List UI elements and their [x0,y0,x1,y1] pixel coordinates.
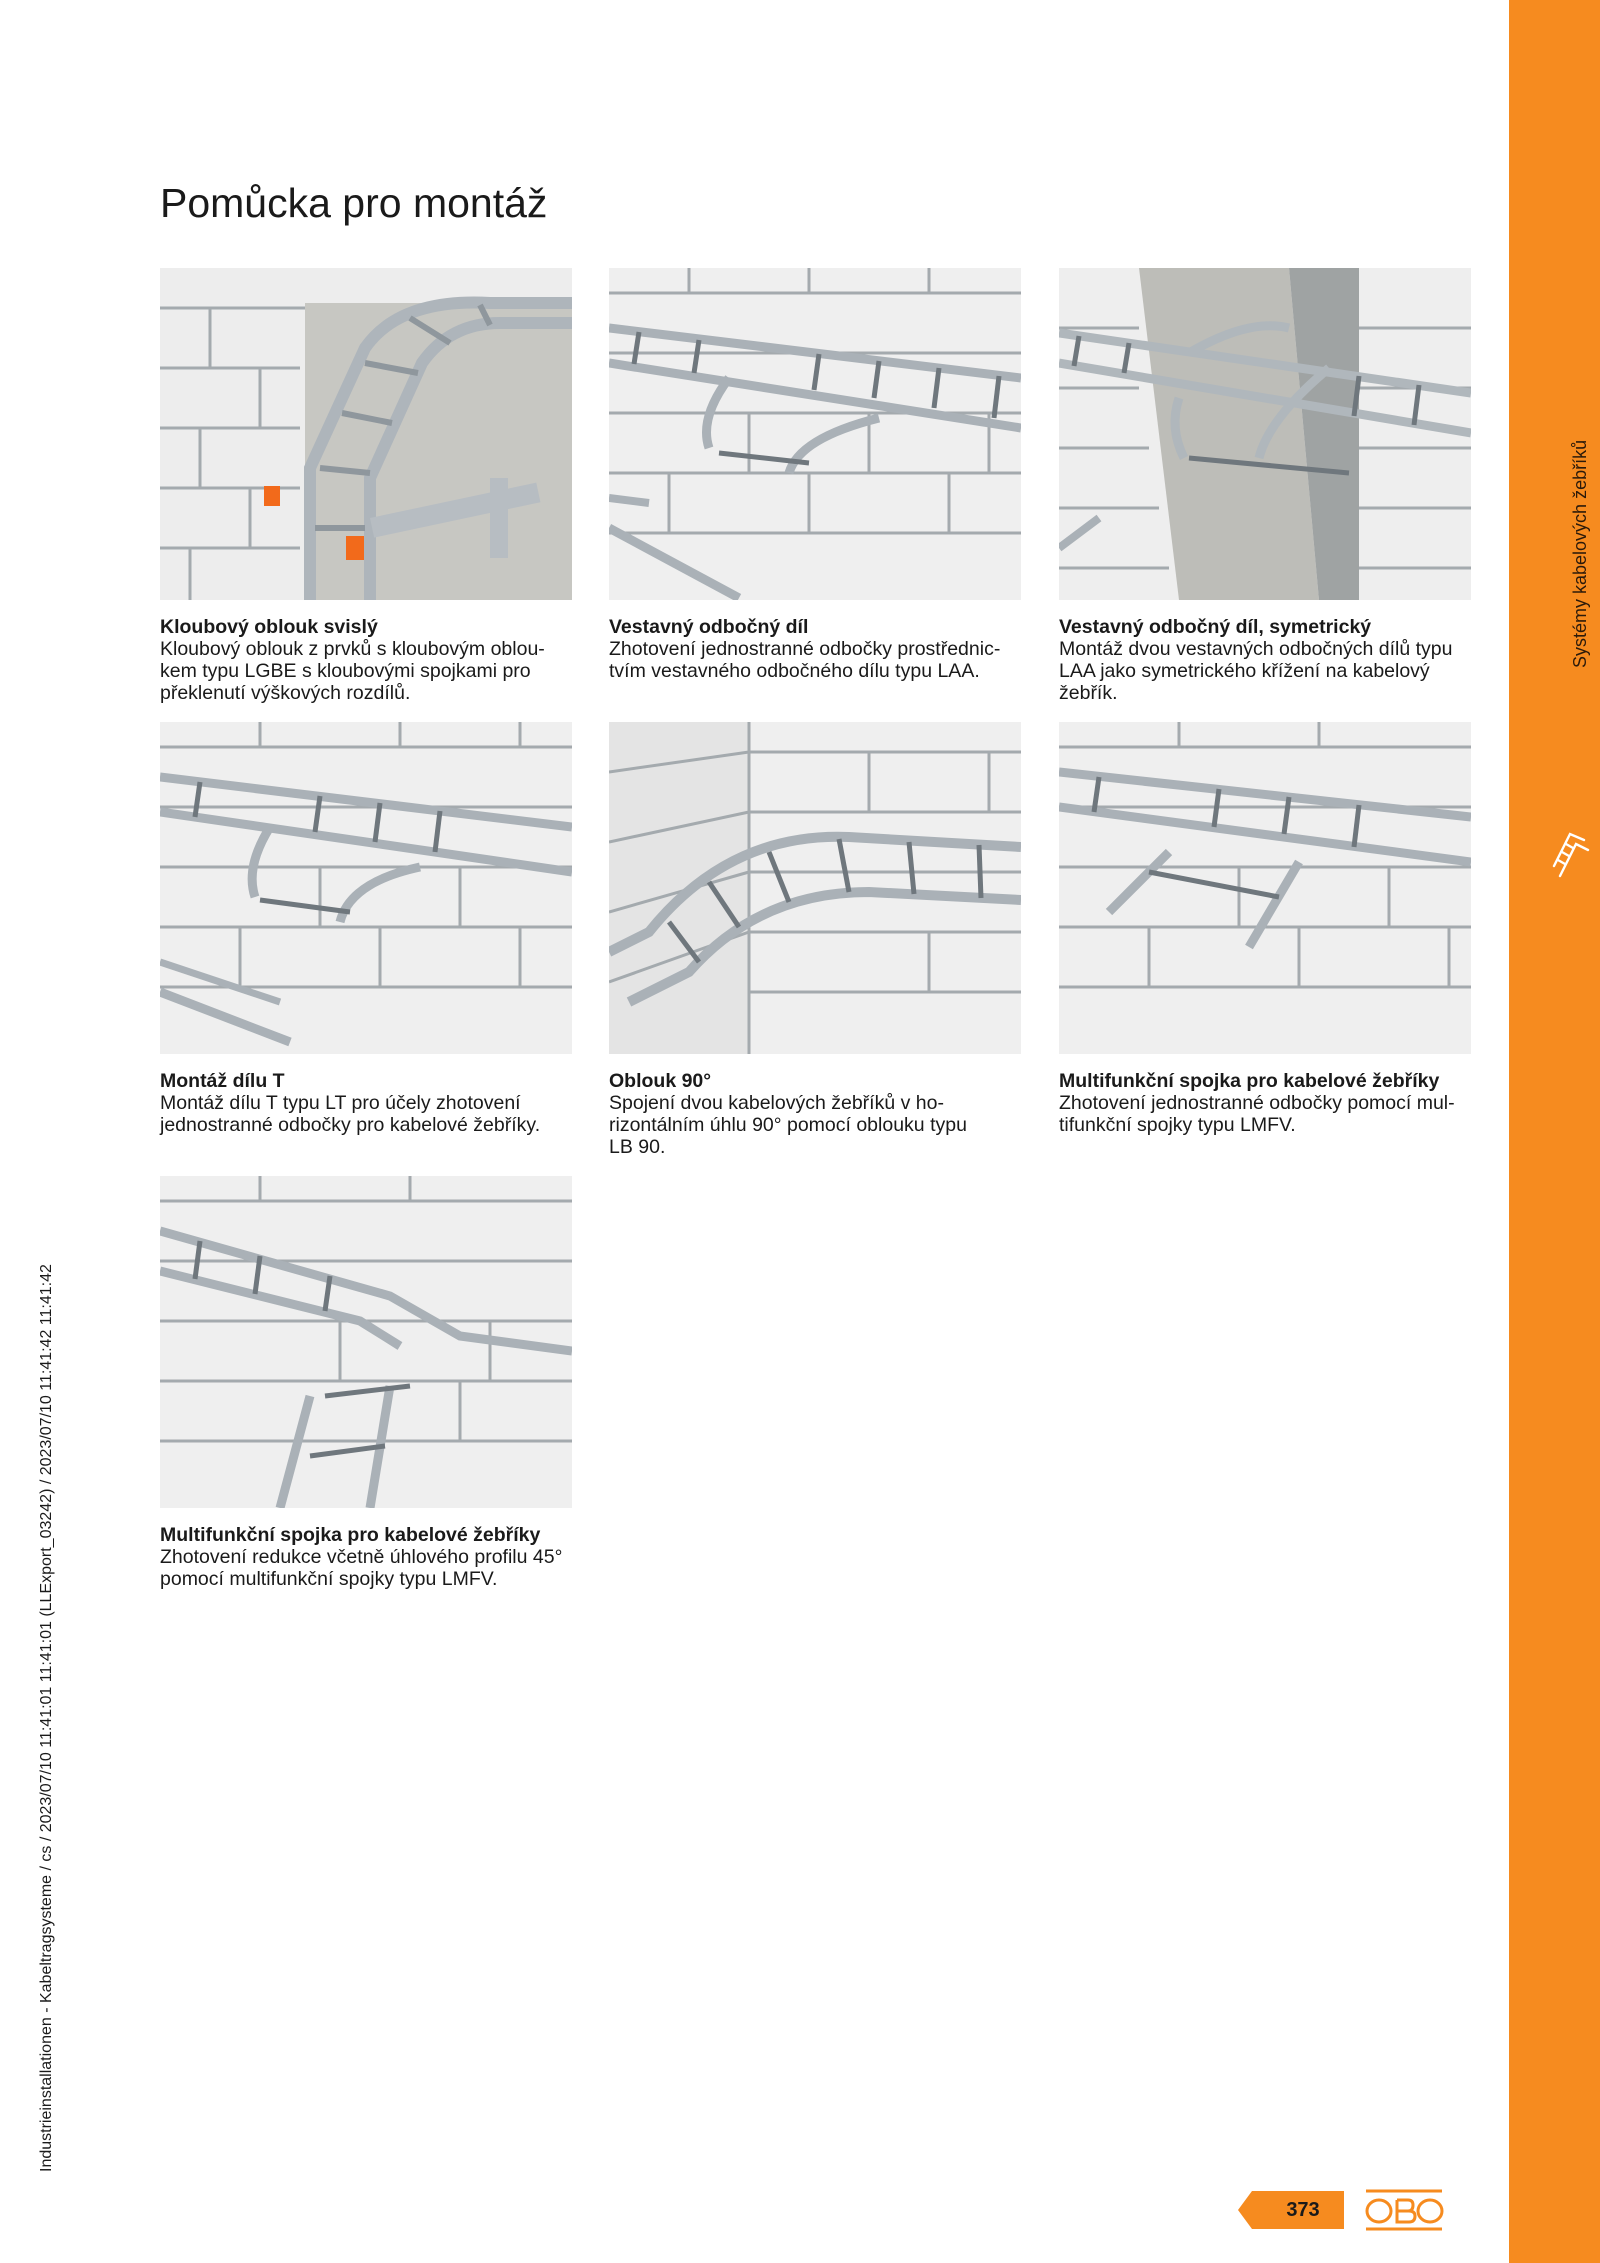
caption-title: Vestavný odbočný díl, symetrický [1059,616,1372,638]
item-branch-piece [609,268,1021,682]
caption [609,616,1021,682]
item-vertical-hinged-bend [160,268,572,704]
cable-ladder-icon [1548,826,1590,882]
side-color-band [1509,0,1600,2263]
caption-text: Zhotovení jednostranné odbočky pomocí mul- tifunkční spojky typu LMFV. [1059,1092,1455,1136]
caption [609,1070,1021,1158]
product-photo-branch-piece [609,268,1021,600]
caption-title: Oblouk 90° [609,1070,712,1092]
product-photo-multifunction-branch [1059,722,1471,1054]
caption-text: Montáž dvou vestavných odbočných dílů typu LAA jako symetrického křížení na kabelový žebřík. [1059,638,1453,704]
caption-title: Multifunkční spojka pro kabelové žebříky [1059,1070,1440,1092]
item-bend-90 [609,722,1021,1158]
item-t-piece [160,722,572,1136]
product-photo-multifunction-reduction [160,1176,572,1508]
product-photo-symmetric-branch [1059,268,1471,600]
caption-text: Spojení dvou kabelových žebříků v ho- rizontálním úhlu 90° pomocí oblouku typu LB 90. [609,1092,967,1158]
page-number: 373 [1286,2199,1320,2221]
caption-text: Zhotovení redukce včetně úhlového profilu 45° pomocí multifunkční spojky typu LMFV. [160,1546,563,1590]
print-metadata: Industrieinstallationen - Kabeltragsysteme / cs / 2023/07/10 11:41:01 11:41:01 (LLExport_03242) / 2023/07/10 11:41:42 11:41:42 [38,1264,55,2172]
item-multifunction-coupler-reduction [160,1176,572,1590]
product-photo-t-piece [160,722,572,1054]
caption [160,616,572,704]
page-title: Pomůcka pro montáž [160,180,548,226]
caption [1059,616,1471,704]
caption-title: Multifunkční spojka pro kabelové žebříky [160,1524,541,1546]
caption-title: Montáž dílu T [160,1070,285,1092]
caption [1059,1070,1471,1136]
caption-text: Montáž dílu T typu LT pro účely zhotovení jednostranné odbočky pro kabelové žebříky. [160,1092,541,1136]
caption-title: Kloubový oblouk svislý [160,616,378,638]
item-symmetric-branch-piece [1059,268,1471,704]
chapter-label: Systémy kabelových žebříků [1570,439,1590,668]
caption [160,1070,572,1136]
caption-text: Zhotovení jednostranné odbočky prostřednic- tvím vestavného odbočného dílu typu LAA. [609,638,1001,682]
caption-title: Vestavný odbočný díl [609,616,809,638]
obo-logo [1364,2189,1444,2231]
product-photo-bend-90 [609,722,1021,1054]
item-multifunction-coupler-branch [1059,722,1471,1136]
caption [160,1524,572,1590]
product-photo-hinged-bend [160,268,572,600]
caption-text: Kloubový oblouk z prvků s kloubovým oblou- kem typu LGBE s kloubovými spojkami pro překlenutí výškových rozdílů. [160,638,545,704]
